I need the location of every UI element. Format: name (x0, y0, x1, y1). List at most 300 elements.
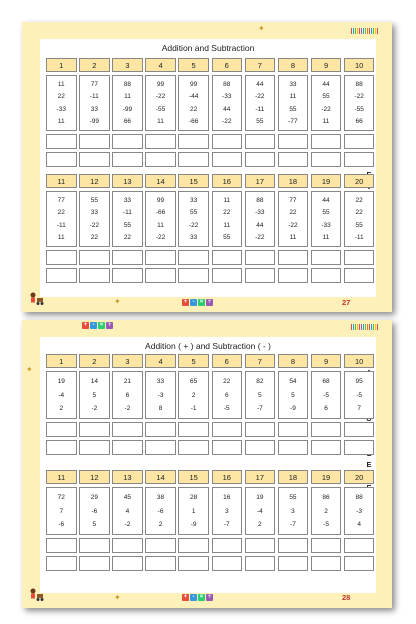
answer-box[interactable] (79, 268, 110, 283)
problem-number: 9 (311, 58, 342, 72)
answer-box[interactable] (311, 250, 342, 265)
number: -99 (89, 117, 100, 125)
problem-number: 4 (145, 58, 176, 72)
answer-box[interactable] (112, 152, 143, 167)
answer-box[interactable] (278, 440, 309, 455)
problem-number: 15 (178, 174, 209, 188)
number: 45 (123, 494, 132, 502)
problem-values (278, 75, 309, 131)
problem-values (245, 371, 276, 419)
problem-values (112, 487, 143, 535)
answer-box[interactable] (79, 250, 110, 265)
number: 72 (57, 494, 65, 502)
number: 99 (156, 197, 165, 205)
number: 82 (256, 378, 264, 386)
number: 11 (124, 93, 131, 101)
answer-box[interactable] (212, 152, 243, 167)
number: 11 (289, 93, 297, 101)
number: 29 (90, 494, 98, 502)
problem-number: 2 (79, 354, 110, 368)
problem-values (178, 191, 209, 247)
math-logo-icon (182, 299, 213, 306)
number: 68 (322, 378, 330, 386)
answer-box[interactable] (145, 268, 176, 283)
number: 5 (92, 520, 97, 528)
number: 16 (223, 494, 231, 502)
number: 19 (256, 494, 264, 502)
answer-box[interactable] (178, 538, 209, 553)
logo-tile: × (199, 299, 204, 305)
number: 55 (322, 209, 330, 217)
number: -22 (89, 221, 100, 229)
worksheet-sheet (40, 337, 376, 593)
answer-box[interactable] (145, 152, 176, 167)
ruler-decoration (351, 324, 378, 330)
logo-tile: + (183, 299, 188, 305)
answer-box[interactable] (311, 134, 342, 149)
problem-values (112, 75, 143, 131)
number: -5 (323, 520, 329, 528)
problem-number: 5 (178, 354, 209, 368)
number: 22 (355, 197, 363, 205)
page-number: 28 (342, 593, 351, 602)
answer-box[interactable] (79, 134, 110, 149)
worksheet-sheet (40, 39, 376, 297)
number: 44 (322, 197, 330, 205)
number: 55 (289, 105, 297, 113)
problem-number: 17 (245, 174, 276, 188)
number: 33 (90, 105, 98, 113)
problem-values (344, 371, 375, 419)
number: -9 (190, 520, 197, 528)
problem-values (278, 371, 309, 419)
number: -6 (91, 507, 98, 515)
number: 65 (190, 378, 198, 386)
answer-box[interactable] (112, 440, 143, 455)
answer-box[interactable] (311, 440, 342, 455)
number: -44 (188, 93, 199, 101)
problem-values (46, 191, 77, 247)
number: -2 (124, 520, 131, 528)
problem-values (46, 487, 77, 535)
problem-values (212, 75, 243, 131)
problem-values (278, 191, 309, 247)
answer-box[interactable] (212, 422, 243, 437)
number: -7 (290, 520, 296, 528)
number: 88 (355, 81, 363, 89)
number: 19 (57, 378, 65, 386)
answer-box[interactable] (278, 422, 309, 437)
number: -11 (255, 105, 265, 113)
number: 4 (125, 507, 130, 515)
number: 11 (223, 221, 231, 229)
number: 33 (289, 81, 297, 89)
logo-tile: × (99, 322, 104, 328)
number: 28 (190, 494, 198, 502)
worksheet-page-27 (22, 22, 392, 312)
number: -11 (122, 209, 132, 217)
problem-values (79, 75, 110, 131)
child-illustration-icon (28, 588, 44, 602)
number: 6 (224, 391, 229, 399)
problem-values (245, 487, 276, 535)
answer-box[interactable] (344, 422, 375, 437)
number: 11 (322, 233, 330, 241)
number: 5 (291, 391, 295, 399)
number: 77 (289, 197, 297, 205)
number: -4 (256, 507, 263, 515)
problem-values (178, 487, 209, 535)
answer-box[interactable] (79, 538, 110, 553)
number: 33 (156, 378, 165, 386)
number: 55 (223, 233, 231, 241)
logo-tile: + (83, 322, 88, 328)
problem-number: 10 (344, 58, 375, 72)
answer-box[interactable] (145, 538, 176, 553)
problem-values (79, 371, 110, 419)
problem-values (145, 371, 176, 419)
answer-box[interactable] (178, 422, 209, 437)
number: 22 (123, 233, 132, 241)
problem-values (311, 371, 342, 419)
problem-values (112, 191, 143, 247)
number: 11 (223, 197, 231, 205)
sparkle-icon: ✦ (114, 297, 121, 306)
answer-box[interactable] (344, 538, 375, 553)
answer-box[interactable] (245, 152, 276, 167)
problem-number: 14 (145, 470, 176, 484)
answer-box[interactable] (112, 134, 143, 149)
problem-values (145, 191, 176, 247)
problem-number: 3 (112, 58, 143, 72)
number: 22 (57, 209, 65, 217)
problem-number: 16 (212, 174, 243, 188)
number: 55 (289, 494, 297, 502)
answer-box[interactable] (79, 556, 110, 571)
answer-box[interactable] (245, 556, 276, 571)
number: 44 (322, 81, 330, 89)
number: 11 (57, 233, 65, 241)
answer-box[interactable] (344, 134, 375, 149)
number: 38 (156, 494, 165, 502)
answer-box[interactable] (46, 440, 77, 455)
number: -3 (157, 391, 164, 399)
number: 44 (223, 105, 231, 113)
number: 11 (57, 117, 65, 125)
number: 55 (123, 221, 132, 229)
number: 77 (90, 81, 98, 89)
number: 14 (90, 378, 98, 386)
number: 2 (191, 391, 196, 399)
answer-box[interactable] (46, 556, 77, 571)
number: -66 (188, 117, 199, 125)
answer-box[interactable] (344, 250, 375, 265)
answer-box[interactable] (311, 556, 342, 571)
answer-box[interactable] (145, 440, 176, 455)
problem-number: 11 (46, 470, 77, 484)
problem-values (311, 487, 342, 535)
number: 11 (289, 233, 297, 241)
answer-box[interactable] (344, 556, 375, 571)
number: 88 (223, 81, 231, 89)
number: 55 (190, 209, 198, 217)
problem-number: 15 (178, 470, 209, 484)
answer-box[interactable] (145, 422, 176, 437)
number: 22 (57, 93, 65, 101)
number: -66 (155, 209, 166, 217)
number: -6 (157, 507, 164, 515)
number: 55 (322, 93, 330, 101)
number: -22 (354, 93, 364, 101)
number: 77 (57, 197, 65, 205)
problem-values (212, 371, 243, 419)
problem-values (46, 75, 77, 131)
number: 11 (322, 117, 330, 125)
number: -22 (155, 93, 166, 101)
answer-box[interactable] (79, 422, 110, 437)
answer-box[interactable] (46, 268, 77, 283)
problem-values (311, 75, 342, 131)
problem-number: 16 (212, 470, 243, 484)
problem-number: 19 (311, 174, 342, 188)
answer-box[interactable] (212, 250, 243, 265)
logo-tile: + (183, 594, 188, 600)
number: 22 (190, 105, 198, 113)
number: 7 (59, 507, 64, 515)
number: -7 (223, 520, 230, 528)
number: 88 (123, 81, 132, 89)
number: -33 (222, 93, 232, 101)
answer-box[interactable] (46, 250, 77, 265)
problem-number: 18 (278, 174, 309, 188)
number: -5 (356, 391, 363, 399)
problem-number: 6 (212, 354, 243, 368)
logo-tile: × (199, 594, 204, 600)
problem-number: 13 (112, 174, 143, 188)
number: -11 (56, 221, 66, 229)
answer-box[interactable] (245, 268, 276, 283)
answer-box[interactable] (212, 440, 243, 455)
problem-number: 13 (112, 470, 143, 484)
answer-box[interactable] (344, 268, 375, 283)
number: 22 (355, 209, 363, 217)
answer-box[interactable] (311, 422, 342, 437)
problem-number: 18 (278, 470, 309, 484)
problem-values (145, 75, 176, 131)
problem-values (145, 487, 176, 535)
problem-number: 8 (278, 354, 309, 368)
number: -2 (124, 404, 131, 412)
number: 33 (190, 233, 198, 241)
number: 6 (125, 391, 130, 399)
problem-number: 1 (46, 354, 77, 368)
number: 55 (256, 117, 264, 125)
number: 99 (156, 81, 165, 89)
answer-box[interactable] (178, 556, 209, 571)
number: 22 (289, 209, 297, 217)
answer-box[interactable] (79, 440, 110, 455)
answer-box[interactable] (212, 268, 243, 283)
answer-box[interactable] (344, 152, 375, 167)
number: -55 (354, 105, 364, 113)
problem-number: 7 (245, 58, 276, 72)
number: -33 (56, 105, 66, 113)
answer-box[interactable] (178, 134, 209, 149)
answer-box[interactable] (278, 134, 309, 149)
number: -6 (58, 520, 65, 528)
answer-box[interactable] (145, 556, 176, 571)
answer-box[interactable] (46, 134, 77, 149)
number: -22 (255, 233, 265, 241)
problem-number: 5 (178, 58, 209, 72)
number: 55 (90, 197, 98, 205)
answer-box[interactable] (311, 152, 342, 167)
problem-number: 1 (46, 58, 77, 72)
number: 11 (57, 81, 65, 89)
number: 11 (157, 117, 164, 125)
problem-number: 12 (79, 174, 110, 188)
number: 22 (223, 378, 231, 386)
number: -99 (122, 105, 133, 113)
answer-box[interactable] (311, 538, 342, 553)
number: -4 (58, 391, 65, 399)
problem-values (344, 487, 375, 535)
answer-box[interactable] (245, 134, 276, 149)
number: 95 (355, 378, 363, 386)
number: -5 (323, 391, 329, 399)
number: 7 (357, 404, 361, 412)
problem-values (344, 191, 375, 247)
math-logo-icon (182, 594, 213, 601)
answer-box[interactable] (46, 538, 77, 553)
number: 11 (157, 221, 164, 229)
number: -55 (155, 105, 166, 113)
answer-box[interactable] (311, 268, 342, 283)
answer-box[interactable] (79, 152, 110, 167)
number: 21 (123, 378, 132, 386)
problem-values (212, 487, 243, 535)
answer-box[interactable] (112, 422, 143, 437)
number: 33 (190, 197, 198, 205)
number: -3 (356, 507, 363, 515)
number: -22 (321, 105, 331, 113)
answer-box[interactable] (178, 250, 209, 265)
answer-box[interactable] (278, 268, 309, 283)
problem-number: 4 (145, 354, 176, 368)
answer-box[interactable] (112, 538, 143, 553)
answer-box[interactable] (245, 422, 276, 437)
problem-number: 12 (79, 470, 110, 484)
answer-box[interactable] (145, 250, 176, 265)
answer-box[interactable] (212, 538, 243, 553)
problem-values (178, 371, 209, 419)
logo-tile: - (190, 299, 197, 306)
logo-tile: - (90, 322, 97, 329)
problem-number: 8 (278, 58, 309, 72)
number: 55 (355, 221, 363, 229)
number: 5 (258, 391, 262, 399)
number: -22 (188, 221, 199, 229)
answer-box[interactable] (212, 134, 243, 149)
number: 2 (158, 520, 163, 528)
problem-values (79, 487, 110, 535)
logo-tile: - (190, 594, 197, 601)
number: 5 (92, 391, 97, 399)
page-title: Addition and Subtraction (161, 43, 255, 53)
problem-values (311, 191, 342, 247)
number: -77 (288, 117, 298, 125)
problem-number: 3 (112, 354, 143, 368)
number: 86 (322, 494, 330, 502)
number: 3 (224, 507, 229, 515)
number: 2 (324, 507, 328, 515)
answer-box[interactable] (145, 134, 176, 149)
number: -9 (290, 404, 296, 412)
side-label-letter: E (366, 460, 372, 469)
problem-number: 7 (245, 354, 276, 368)
problem-number: 10 (344, 354, 375, 368)
answer-box[interactable] (178, 268, 209, 283)
number: 88 (355, 494, 363, 502)
number: 1 (191, 507, 196, 515)
answer-box[interactable] (278, 250, 309, 265)
math-logo-icon (82, 322, 113, 329)
number: 44 (256, 81, 264, 89)
number: -7 (256, 404, 263, 412)
problem-values (278, 487, 309, 535)
answer-box[interactable] (245, 250, 276, 265)
problem-values (178, 75, 209, 131)
answer-box[interactable] (178, 440, 209, 455)
answer-box[interactable] (344, 440, 375, 455)
number: 22 (90, 233, 98, 241)
number: 22 (223, 209, 231, 217)
number: 66 (355, 117, 363, 125)
number: 3 (291, 507, 295, 515)
answer-box[interactable] (112, 250, 143, 265)
number: -22 (155, 233, 166, 241)
answer-box[interactable] (278, 538, 309, 553)
answer-box[interactable] (278, 556, 309, 571)
number: -22 (255, 93, 265, 101)
problem-number: 2 (79, 58, 110, 72)
sparkle-icon: ✦ (114, 593, 121, 602)
problem-number: 17 (245, 470, 276, 484)
number: -33 (321, 221, 331, 229)
ruler-decoration (351, 28, 378, 34)
answer-box[interactable] (112, 556, 143, 571)
problem-number: 14 (145, 174, 176, 188)
answer-box[interactable] (112, 268, 143, 283)
child-illustration-icon (28, 292, 44, 306)
answer-box[interactable] (278, 152, 309, 167)
problem-number: 19 (311, 470, 342, 484)
answer-box[interactable] (46, 422, 77, 437)
answer-box[interactable] (178, 152, 209, 167)
problem-number: 6 (212, 58, 243, 72)
number: -22 (288, 221, 298, 229)
answer-box[interactable] (245, 538, 276, 553)
number: -11 (89, 93, 99, 101)
answer-box[interactable] (245, 440, 276, 455)
number: 88 (256, 197, 264, 205)
number: -1 (190, 404, 197, 412)
answer-box[interactable] (212, 556, 243, 571)
problem-values (112, 371, 143, 419)
answer-box[interactable] (46, 152, 77, 167)
number: 33 (123, 197, 132, 205)
number: -2 (91, 404, 98, 412)
